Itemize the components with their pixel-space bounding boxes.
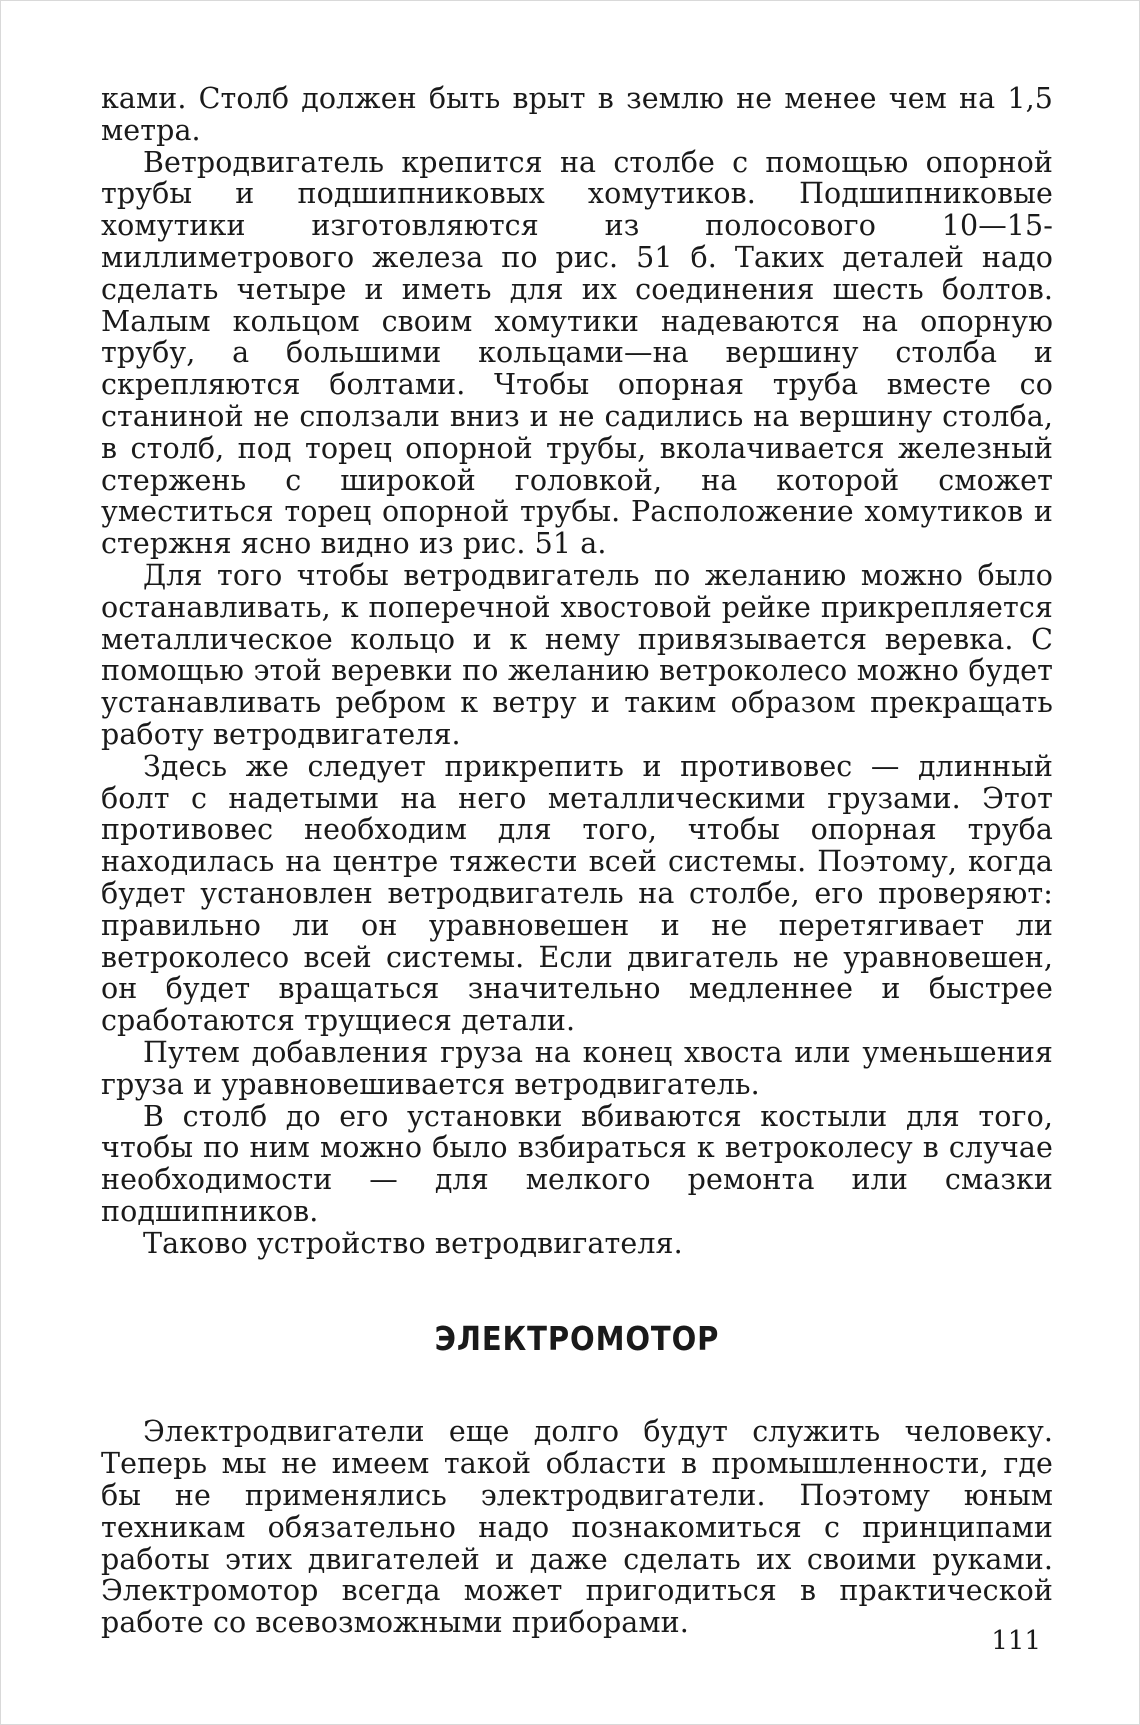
paragraph-spikes: В столб до его установки вбиваются костыли для того, чтобы по ним можно было взбираться к ветроколесу в случае необходимости — для мелкого ремонта или смазки подшипников. [101,1099,1053,1228]
paragraph-electromotor-intro: Электродвигатели еще долго будут служить человеку. Теперь мы не имеем такой области в промышленности, где бы не применялись электродвигатели. Поэтому юным техникам обязательно надо познакомиться с принципами работы этих двигателей и даже сделать их своими руками. Электромотор всегда может пригодиться в практической работе со всевозможными приборами. [101,1415,1053,1640]
paragraph-balancing: Путем добавления груза на конец хвоста или уменьшения груза и уравновешивается ветродвигатель. [101,1035,1053,1101]
paragraph-summary: Таково устройство ветродвигателя. [143,1226,683,1260]
section-heading: ЭЛЕКТРОМОТОР [434,1319,720,1359]
text-column [101,83,1053,1639]
paragraph-mounting: Ветродвигатель крепится на столбе с помощью опорной трубы и подшипниковых хомутиков. Подшипниковые хомутики изготовляются из полосового 10—15-миллиметрового железа по рис. 51 б. Таких деталей надо сделать четыре и иметь для их соединения шесть болтов. Малым кольцом своим хомутики надеваются на опорную трубу, а большими кольцами—на вершину столба и скрепляются болтами. Чтобы опорная труба вместе со станиной не сползали вниз и не садились на вершину столба, в столб, под торец опорной трубы, вколачивается железный стержень с широкой головкой, на которой сможет уместиться торец опорной трубы. Расположение хомутиков и стержня ясно видно из рис. 51 а. [101,145,1053,561]
page-number: 111 [991,1626,1041,1656]
paragraph-continuation: ками. Столб должен быть врыт в землю не менее чем на 1,5 метра. [101,82,1053,147]
paragraph-stopping: Для того чтобы ветродвигатель по желанию можно было останавливать, к поперечной хвостовой рейке прикрепляется металлическое кольцо и к нему привязывается веревка. С помощью этой веревки по желанию ветроколесо можно будет устанавливать ребром к ветру и таким образом прекращать работу ветродвигателя. [101,558,1053,751]
paragraph-counterweight: Здесь же следует прикрепить и противовес — длинный болт с надетыми на него металлическими грузами. Этот противовес необходим для того, чтобы опорная труба находилась на центре тяжести всей системы. Поэтому, когда будет установлен ветродвигатель на столбе, его проверяют: правильно ли он уравновешен и не перетягивает ли ветроколесо всей системы. Если двигатель не уравновешен, он будет вращаться значительно медленнее и быстрее сработаются трущиеся детали. [101,749,1053,1038]
